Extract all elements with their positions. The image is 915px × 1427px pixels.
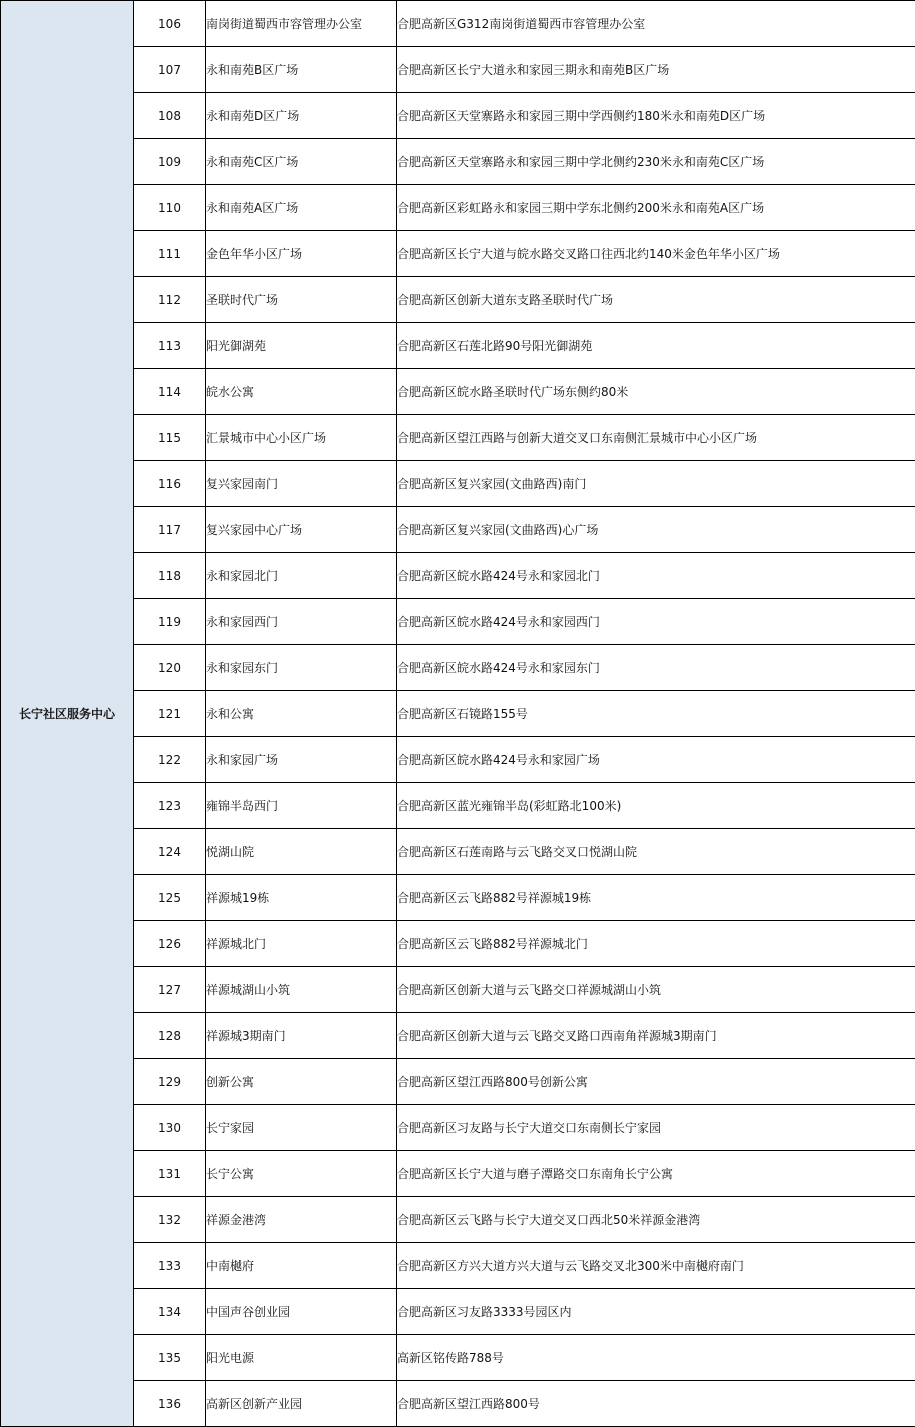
site-name-cell: 永和公寓: [206, 691, 397, 737]
site-name-cell: 复兴家园南门: [206, 461, 397, 507]
site-name-cell: 永和家园西门: [206, 599, 397, 645]
site-name-cell: 汇景城市中心小区广场: [206, 415, 397, 461]
site-name-cell: 永和家园广场: [206, 737, 397, 783]
site-address-cell: 合肥高新区创新大道与云飞路交叉路口西南角祥源城3期南门: [397, 1013, 915, 1059]
site-name-cell: 雍锦半岛西门: [206, 783, 397, 829]
row-number-cell: 119: [134, 599, 206, 645]
table-row: [1, 691, 915, 737]
site-name-cell: 阳光御湖苑: [206, 323, 397, 369]
table-row: [1, 1105, 915, 1151]
row-number-cell: 115: [134, 415, 206, 461]
site-address-cell: 合肥高新区石莲北路90号阳光御湖苑: [397, 323, 915, 369]
site-address-cell: 合肥高新区G312南岗街道蜀西市容管理办公室: [397, 1, 915, 47]
site-name-cell: 永和南苑B区广场: [206, 47, 397, 93]
site-name-cell: 永和南苑C区广场: [206, 139, 397, 185]
site-name-cell: 祥源金港湾: [206, 1197, 397, 1243]
site-address-cell: 合肥高新区蓝光雍锦半岛(彩虹路北100米): [397, 783, 915, 829]
site-address-cell: 合肥高新区石莲南路与云飞路交叉口悦湖山院: [397, 829, 915, 875]
row-number-cell: 133: [134, 1243, 206, 1289]
site-address-cell: 合肥高新区云飞路882号祥源城北门: [397, 921, 915, 967]
site-address-cell: 合肥高新区望江西路800号: [397, 1381, 915, 1427]
site-name-cell: 复兴家园中心广场: [206, 507, 397, 553]
site-address-cell: 合肥高新区复兴家园(文曲路西)心广场: [397, 507, 915, 553]
table-row: [1, 1, 915, 47]
table-row: [1, 1289, 915, 1335]
row-number-cell: 122: [134, 737, 206, 783]
site-address-cell: 合肥高新区长宁大道与皖水路交叉路口往西北约140米金色年华小区广场: [397, 231, 915, 277]
row-number-cell: 134: [134, 1289, 206, 1335]
row-number-cell: 131: [134, 1151, 206, 1197]
table-row: [1, 921, 915, 967]
site-address-cell: 合肥高新区长宁大道永和家园三期永和南苑B区广场: [397, 47, 915, 93]
site-name-cell: 祥源城湖山小筑: [206, 967, 397, 1013]
table-row: [1, 1151, 915, 1197]
site-address-cell: 合肥高新区创新大道与云飞路交口祥源城湖山小筑: [397, 967, 915, 1013]
row-number-cell: 118: [134, 553, 206, 599]
table-row: [1, 507, 915, 553]
table-row: [1, 185, 915, 231]
table-row: [1, 231, 915, 277]
row-number-cell: 107: [134, 47, 206, 93]
site-name-cell: 永和家园北门: [206, 553, 397, 599]
row-number-cell: 109: [134, 139, 206, 185]
site-name-cell: 高新区创新产业园: [206, 1381, 397, 1427]
row-number-cell: 114: [134, 369, 206, 415]
site-address-cell: 合肥高新区创新大道东支路圣联时代广场: [397, 277, 915, 323]
site-name-cell: 创新公寓: [206, 1059, 397, 1105]
table-row: [1, 645, 915, 691]
row-number-cell: 126: [134, 921, 206, 967]
site-name-cell: 永和南苑A区广场: [206, 185, 397, 231]
table-row: [1, 1013, 915, 1059]
table-row: [1, 1335, 915, 1381]
site-address-cell: 高新区铭传路788号: [397, 1335, 915, 1381]
row-number-cell: 113: [134, 323, 206, 369]
site-address-cell: 合肥高新区长宁大道与磨子潭路交口东南角长宁公寓: [397, 1151, 915, 1197]
table-row: [1, 737, 915, 783]
row-number-cell: 135: [134, 1335, 206, 1381]
site-address-cell: 合肥高新区皖水路424号永和家园北门: [397, 553, 915, 599]
row-number-cell: 136: [134, 1381, 206, 1427]
table-row: [1, 829, 915, 875]
row-number-cell: 129: [134, 1059, 206, 1105]
site-address-cell: 合肥高新区皖水路圣联时代广场东侧约80米: [397, 369, 915, 415]
site-name-cell: 祥源城19栋: [206, 875, 397, 921]
site-address-cell: 合肥高新区皖水路424号永和家园广场: [397, 737, 915, 783]
table-row: [1, 415, 915, 461]
site-address-cell: 合肥高新区皖水路424号永和家园东门: [397, 645, 915, 691]
table-row: [1, 139, 915, 185]
site-address-cell: 合肥高新区望江西路与创新大道交叉口东南侧汇景城市中心小区广场: [397, 415, 915, 461]
site-name-cell: 中国声谷创业园: [206, 1289, 397, 1335]
community-center-cell: 长宁社区服务中心: [1, 1, 134, 1427]
row-number-cell: 130: [134, 1105, 206, 1151]
site-name-cell: 中南樾府: [206, 1243, 397, 1289]
site-name-cell: 阳光电源: [206, 1335, 397, 1381]
table-row: [1, 93, 915, 139]
site-address-cell: 合肥高新区习友路3333号园区内: [397, 1289, 915, 1335]
table-row: [1, 553, 915, 599]
row-number-cell: 125: [134, 875, 206, 921]
table-row: [1, 599, 915, 645]
site-name-cell: 祥源城3期南门: [206, 1013, 397, 1059]
site-table-body: [1, 1, 915, 1427]
row-number-cell: 132: [134, 1197, 206, 1243]
site-address-cell: 合肥高新区云飞路882号祥源城19栋: [397, 875, 915, 921]
site-address-cell: 合肥高新区天堂寨路永和家园三期中学北侧约230米永和南苑C区广场: [397, 139, 915, 185]
site-address-cell: 合肥高新区石镜路155号: [397, 691, 915, 737]
table-row: [1, 323, 915, 369]
row-number-cell: 117: [134, 507, 206, 553]
row-number-cell: 111: [134, 231, 206, 277]
table-row: [1, 1381, 915, 1427]
row-number-cell: 127: [134, 967, 206, 1013]
row-number-cell: 128: [134, 1013, 206, 1059]
row-number-cell: 106: [134, 1, 206, 47]
site-name-cell: 金色年华小区广场: [206, 231, 397, 277]
table-row: [1, 277, 915, 323]
site-address-cell: 合肥高新区皖水路424号永和家园西门: [397, 599, 915, 645]
site-name-cell: 永和家园东门: [206, 645, 397, 691]
table-row: [1, 461, 915, 507]
site-name-cell: 祥源城北门: [206, 921, 397, 967]
table-row: [1, 967, 915, 1013]
site-name-cell: 长宁公寓: [206, 1151, 397, 1197]
row-number-cell: 121: [134, 691, 206, 737]
site-address-cell: 合肥高新区彩虹路永和家园三期中学东北侧约200米永和南苑A区广场: [397, 185, 915, 231]
table-row: [1, 47, 915, 93]
site-name-cell: 圣联时代广场: [206, 277, 397, 323]
site-address-cell: 合肥高新区天堂寨路永和家园三期中学西侧约180米永和南苑D区广场: [397, 93, 915, 139]
row-number-cell: 123: [134, 783, 206, 829]
site-address-cell: 合肥高新区复兴家园(文曲路西)南门: [397, 461, 915, 507]
row-number-cell: 124: [134, 829, 206, 875]
table-row: [1, 1197, 915, 1243]
row-number-cell: 110: [134, 185, 206, 231]
table-row: [1, 875, 915, 921]
site-address-cell: 合肥高新区方兴大道方兴大道与云飞路交叉北300米中南樾府南门: [397, 1243, 915, 1289]
table-row: [1, 1059, 915, 1105]
site-name-cell: 皖水公寓: [206, 369, 397, 415]
table-row: [1, 369, 915, 415]
site-address-cell: 合肥高新区云飞路与长宁大道交叉口西北50米祥源金港湾: [397, 1197, 915, 1243]
row-number-cell: 116: [134, 461, 206, 507]
table-row: [1, 1243, 915, 1289]
row-number-cell: 112: [134, 277, 206, 323]
site-name-cell: 南岗街道蜀西市容管理办公室: [206, 1, 397, 47]
site-address-cell: 合肥高新区习友路与长宁大道交口东南侧长宁家园: [397, 1105, 915, 1151]
row-number-cell: 120: [134, 645, 206, 691]
row-number-cell: 108: [134, 93, 206, 139]
table-row: [1, 783, 915, 829]
site-name-cell: 长宁家园: [206, 1105, 397, 1151]
site-name-cell: 悦湖山院: [206, 829, 397, 875]
site-address-cell: 合肥高新区望江西路800号创新公寓: [397, 1059, 915, 1105]
site-name-cell: 永和南苑D区广场: [206, 93, 397, 139]
